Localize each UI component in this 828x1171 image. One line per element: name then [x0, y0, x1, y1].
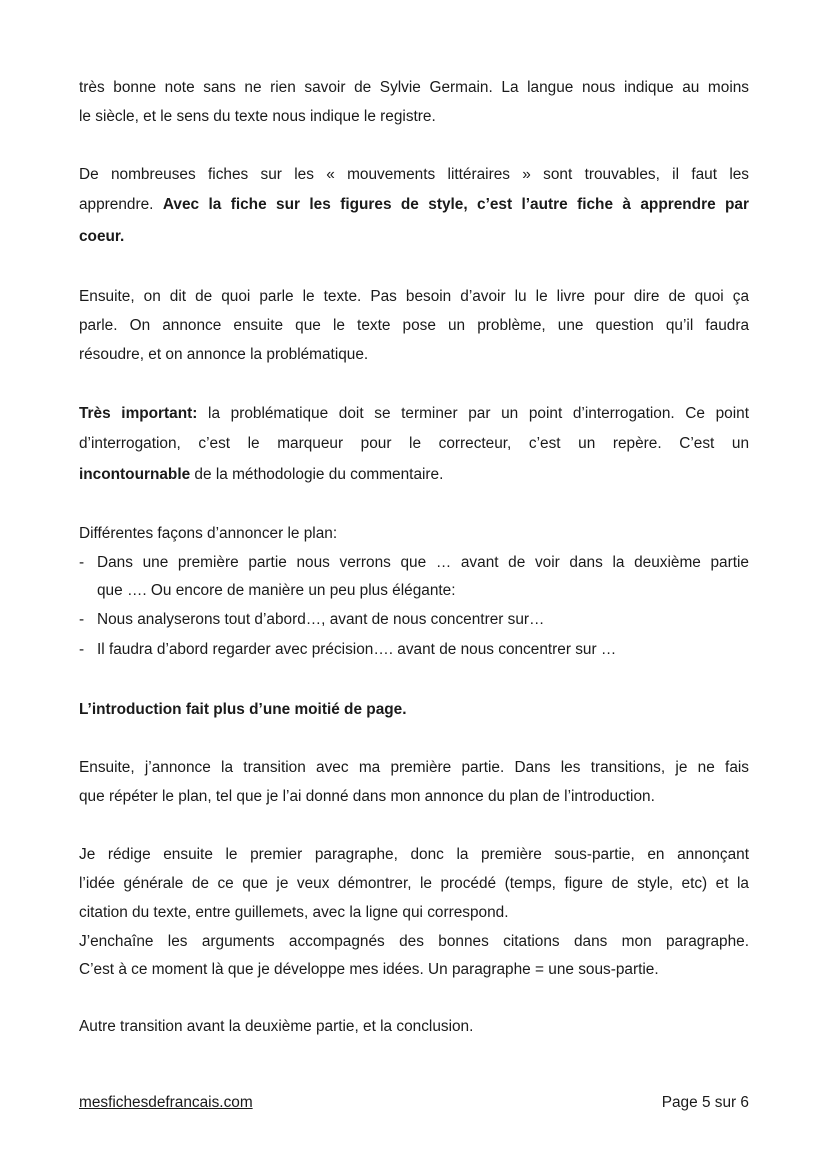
footer-site-link[interactable]: mesfichesdefrancais.com: [79, 1094, 253, 1111]
bold-text: incontournable: [79, 466, 191, 483]
text-line: [79, 227, 749, 247]
text-line: [79, 758, 749, 778]
text: parle. On annonce ensuite que le texte pose un problème, une question qu’il faudra: [79, 317, 749, 334]
text-line: [79, 874, 749, 894]
text: résoudre, et on annonce la problématique.: [79, 346, 369, 363]
bold-text: Très important:: [79, 405, 198, 422]
text-line: [79, 465, 749, 485]
text-line: [79, 787, 749, 807]
text: Différentes façons d’annoncer le plan:: [79, 525, 338, 542]
text: la problématique doit se terminer par un point d’interrogation. Ce point: [197, 405, 749, 422]
bullet-dash: -: [79, 611, 85, 628]
text: Autre transition avant la deuxième partie, et la conclusion.: [79, 1018, 474, 1035]
text: que …. Ou encore de manière un peu plus élégante:: [97, 582, 456, 599]
text: que répéter le plan, tel que je l’ai donné dans mon annonce du plan de l’introduction.: [79, 788, 655, 805]
text-line: [79, 107, 749, 127]
text: C’est à ce moment là que je développe mes idées. Un paragraphe = une sous-partie.: [79, 961, 659, 978]
text-line: [79, 524, 749, 544]
text-line: [97, 581, 749, 601]
text: Ensuite, j’annonce la transition avec ma première partie. Dans les transitions, je ne fais: [79, 759, 749, 776]
text-line: [79, 195, 749, 215]
text: apprendre.: [79, 196, 163, 213]
text-line: [79, 404, 749, 424]
text: très bonne note sans ne rien savoir de Sylvie Germain. La langue nous indique au moins: [79, 79, 749, 96]
text-line: [79, 287, 749, 307]
text: l’idée générale de ce que je veux démontrer, le procédé (temps, figure de style, etc) et la: [79, 875, 749, 892]
text: De nombreuses fiches sur les « mouvements littéraires » sont trouvables, il faut les: [79, 166, 749, 183]
bullet-dash: -: [79, 641, 85, 658]
text-line: [79, 316, 749, 336]
text: Dans une première partie nous verrons que … avant de voir dans la deuxième partie: [97, 554, 749, 571]
bold-text: L’introduction fait plus d’une moitié de page.: [79, 701, 407, 718]
text: Ensuite, on dit de quoi parle le texte. Pas besoin d’avoir lu le livre pour dire de quoi ça: [79, 288, 749, 305]
page-number: Page 5 sur 6: [661, 1094, 749, 1111]
text: J’enchaîne les arguments accompagnés des bonnes citations dans mon paragraphe.: [79, 933, 749, 950]
list-item: [97, 610, 749, 630]
text: citation du texte, entre guillemets, avec la ligne qui correspond.: [79, 904, 509, 921]
text-line: [79, 932, 749, 952]
text-line: [79, 345, 749, 365]
bold-text: coeur.: [79, 228, 125, 245]
text-line: [79, 434, 749, 454]
text: d’interrogation, c’est le marqueur pour le correcteur, c’est un repère. C’est un: [79, 435, 749, 452]
text-line: [79, 78, 749, 98]
text-line: [79, 845, 749, 865]
text-line: [79, 165, 749, 185]
text: le siècle, et le sens du texte nous indique le registre.: [79, 108, 436, 125]
text-line: [79, 903, 749, 923]
text: de la méthodologie du commentaire.: [190, 466, 444, 483]
text: Nous analyserons tout d’abord…, avant de nous concentrer sur…: [97, 611, 545, 628]
bullet-dash: -: [79, 554, 85, 571]
text: Il faudra d’abord regarder avec précision…. avant de nous concentrer sur …: [97, 641, 617, 658]
list-item: [97, 640, 749, 660]
text-line: [79, 960, 749, 980]
text: Je rédige ensuite le premier paragraphe, donc la première sous-partie, en annonçant: [79, 846, 749, 863]
bold-text: Avec la fiche sur les figures de style, c’est l’autre fiche à apprendre par: [162, 196, 749, 213]
list-item: [97, 553, 749, 573]
text-line: [79, 1017, 749, 1037]
text-line: [79, 700, 749, 720]
